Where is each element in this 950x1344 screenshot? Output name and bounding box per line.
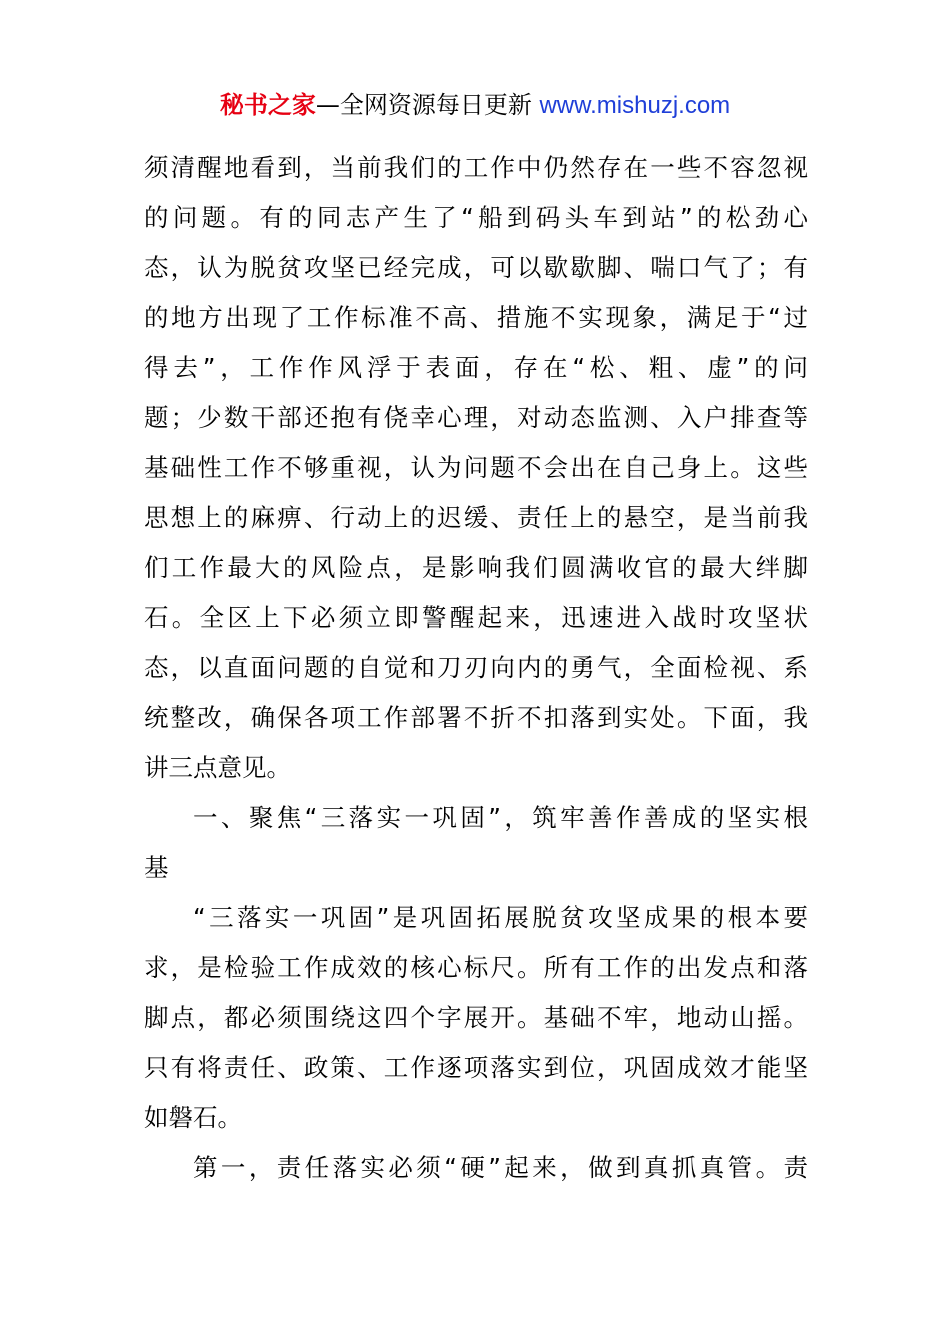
document-body xyxy=(144,143,808,1193)
site-url-link[interactable]: www.mishuzj.com xyxy=(539,92,731,119)
section-heading: 一、聚焦“三落实一巩固”，筑牢善作善成的坚实根 xyxy=(193,803,808,832)
text-line: 态，以直面问题的自觉和刀刃向内的勇气，全面检视、系 xyxy=(144,653,808,682)
site-tagline: —全网资源每日更新 xyxy=(315,91,532,119)
text-line: 如磐石。 xyxy=(144,1103,242,1132)
text-line: 统整改，确保各项工作部署不折不扣落到实处。下面，我 xyxy=(144,703,808,732)
text-line: 的地方出现了工作标准不高、措施不实现象，满足于“过 xyxy=(144,303,808,332)
text-line: “三落实一巩固”是巩固拓展脱贫攻坚成果的根本要 xyxy=(193,903,808,932)
text-line: 基础性工作不够重视，认为问题不会出在自己身上。这些 xyxy=(144,453,808,482)
text-line: 脚点，都必须围绕这四个字展开。基础不牢，地动山摇。 xyxy=(144,1003,808,1032)
site-header xyxy=(0,88,950,123)
text-line: 求，是检验工作成效的核心标尺。所有工作的出发点和落 xyxy=(144,953,808,982)
text-line: 态，认为脱贫攻坚已经完成，可以歇歇脚、喘口气了；有 xyxy=(144,253,808,282)
text-line: 的问题。有的同志产生了“船到码头车到站”的松劲心 xyxy=(144,203,808,232)
text-line: 第一，责任落实必须“硬”起来，做到真抓真管。责 xyxy=(193,1153,808,1182)
text-line: 得去”，工作作风浮于表面，存在“松、粗、虚”的问 xyxy=(144,353,808,382)
text-line: 们工作最大的风险点，是影响我们圆满收官的最大绊脚 xyxy=(144,553,808,582)
section-heading-continuation: 基 xyxy=(144,853,169,882)
text-line: 须清醒地看到，当前我们的工作中仍然存在一些不容忽视 xyxy=(144,153,808,182)
site-brand: 秘书之家 xyxy=(219,91,316,119)
text-line: 思想上的麻痹、行动上的迟缓、责任上的悬空，是当前我 xyxy=(144,503,808,532)
text-line: 题；少数干部还抱有侥幸心理，对动态监测、入户排查等 xyxy=(144,403,808,432)
text-line: 讲三点意见。 xyxy=(144,753,291,782)
text-line: 石。全区上下必须立即警醒起来，迅速进入战时攻坚状 xyxy=(144,603,808,632)
text-line: 只有将责任、政策、工作逐项落实到位，巩固成效才能坚 xyxy=(144,1053,808,1082)
